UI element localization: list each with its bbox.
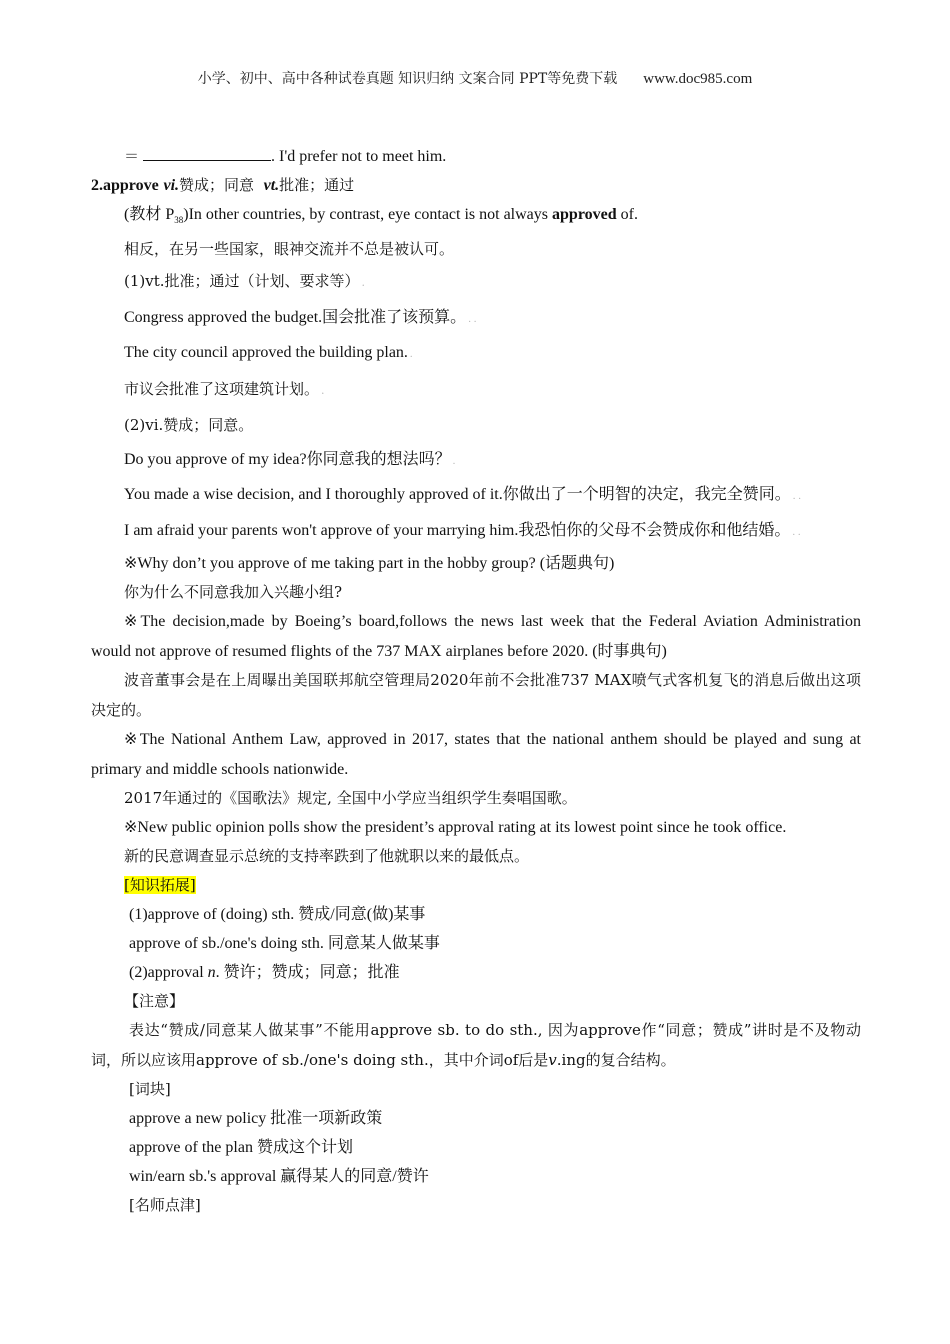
news-example: ※The National Anthem Law, approved in 2017, states that the national anthem should be played and sung at primary and middle schools nationwide. [91, 731, 861, 778]
translation-text: 市议会批准了这项建筑计划。 [124, 379, 320, 398]
sense-text: (1)vt.批准；通过（计划、要求等） [124, 272, 360, 291]
example-line: You made a wise decision, and I thoroughly approved of it.你做出了一个明智的决定，我完全赞同。 . . [124, 486, 802, 504]
translation-line: 你为什么不同意我加入兴趣小组? [124, 583, 343, 602]
note-text: 表达“赞成/同意某人做某事”不能用approve sb. to do sth., 因为approve作“同意；赞成”讲时是不及物动词，所以应该用approve of sb./one's doing sth.，其中介词of后是 [91, 1021, 861, 1069]
fill-in-line [91, 142, 861, 171]
note-paragraph [91, 1016, 861, 1075]
chunk-heading: [词块] [129, 1080, 171, 1099]
phrase-text: (2)approval [129, 964, 208, 982]
pos-label: vt. [263, 177, 280, 194]
header-text: 小学、初中、高中各种试卷真题 知识归纳 文案合同 PPT等免费下载 [197, 71, 618, 87]
translation-line: 市议会批准了这项建筑计划。 . [124, 379, 325, 398]
example-text: (教材 P [124, 206, 175, 223]
page-subscript: 38 [174, 215, 184, 226]
translation-line: 2017年通过的《国歌法》规定, 全国中小学应当组织学生奏唱国歌。 [124, 789, 577, 808]
pos-label: n [207, 964, 216, 982]
teacher-tips-heading: [名师点津] [129, 1196, 201, 1215]
example-line: Do you approve of my idea?你同意我的想法吗？ . [124, 450, 456, 468]
italic-v: v [548, 1050, 557, 1069]
example-text: I am afraid your parents won't approve of your marrying him.我恐怕你的父母不会赞成你和他结婚。 [124, 521, 791, 539]
equals-sign: ＝ [124, 147, 140, 165]
sentence-text: . I'd prefer not to meet him. [271, 148, 447, 165]
example-line: Congress approved the budget.国会批准了该预算。 . . [124, 308, 477, 326]
sense-heading: (2)vi.赞成；同意。 [124, 416, 254, 435]
header-url[interactable]: www.doc985.com [643, 71, 753, 87]
example-line: The city council approved the building plan. . [124, 344, 413, 362]
chunk-line: approve a new policy 批准一项新政策 [129, 1110, 383, 1128]
phrase-text: . 赞许；赞成；同意；批准 [215, 964, 400, 982]
bold-keyword: approved [552, 206, 617, 223]
chunk-line: approve of the plan 赞成这个计划 [129, 1139, 353, 1157]
note-text: .ing的复合结构。 [556, 1050, 676, 1069]
example-line: I am afraid your parents won't approve of your marrying him.我恐怕你的父母不会赞成你和他结婚。 . . [124, 521, 801, 539]
sense-heading: (1)vt.批准；通过（计划、要求等） . [124, 272, 366, 291]
example-text: You made a wise decision, and I thoroughly approved of it.你做出了一个明智的决定，我完全赞同。 [124, 486, 791, 504]
example-text: Do you approve of my idea?你同意我的想法吗？ [124, 450, 451, 468]
meaning-text: 赞成；同意 [179, 176, 255, 194]
meaning-text: 批准；通过 [279, 176, 355, 194]
translation-line: 相反，在另一些国家，眼神交流并不总是被认可。 [124, 240, 455, 259]
chunk-line: win/earn sb.'s approval 赢得某人的同意/赞许 [129, 1168, 429, 1186]
example-line: ※New public opinion polls show the president’s approval rating at its lowest point since he took office. [124, 819, 787, 837]
textbook-example [91, 200, 861, 235]
pos-label: vi. [163, 177, 180, 194]
translation-paragraph: 波音董事会是在上周曝出美国联邦航空管理局2020年前不会批准737 MAX喷气式客机复飞的消息后做出这项决定的。 [91, 671, 861, 719]
phrase-line [91, 958, 861, 987]
example-text: of. [616, 206, 638, 223]
phrase-line: approve of sb./one's doing sth. 同意某人做某事 [129, 935, 440, 953]
highlighted-heading: [知识拓展] [124, 876, 196, 895]
topic-example: ※Why don’t you approve of me taking part in the hobby group? (话题典句) [124, 555, 615, 573]
headword: 2.approve [91, 177, 159, 194]
example-text: The city council approved the building plan. [124, 344, 408, 362]
document-body [91, 142, 861, 1220]
entry-heading [91, 171, 861, 200]
note-heading: 【注意】 [124, 992, 185, 1011]
answer-blank [143, 146, 271, 161]
knowledge-expansion-heading [91, 871, 861, 900]
translation-line: 新的民意调查显示总统的支持率跌到了他就职以来的最低点。 [124, 847, 530, 866]
example-text: )In other countries, by contrast, eye contact is not always [183, 206, 553, 223]
example-text: Congress approved the budget.国会批准了该预算。 [124, 308, 467, 326]
phrase-line: (1)approve of (doing) sth. 赞成/同意(做)某事 [129, 906, 426, 924]
page-header [0, 68, 950, 88]
news-example: ※The decision,made by Boeing’s board,follows the news last week that the Federal Aviation Administration would not approve of resumed flights of the 737 MAX airplanes before 2020. (时事典句) [91, 613, 861, 660]
